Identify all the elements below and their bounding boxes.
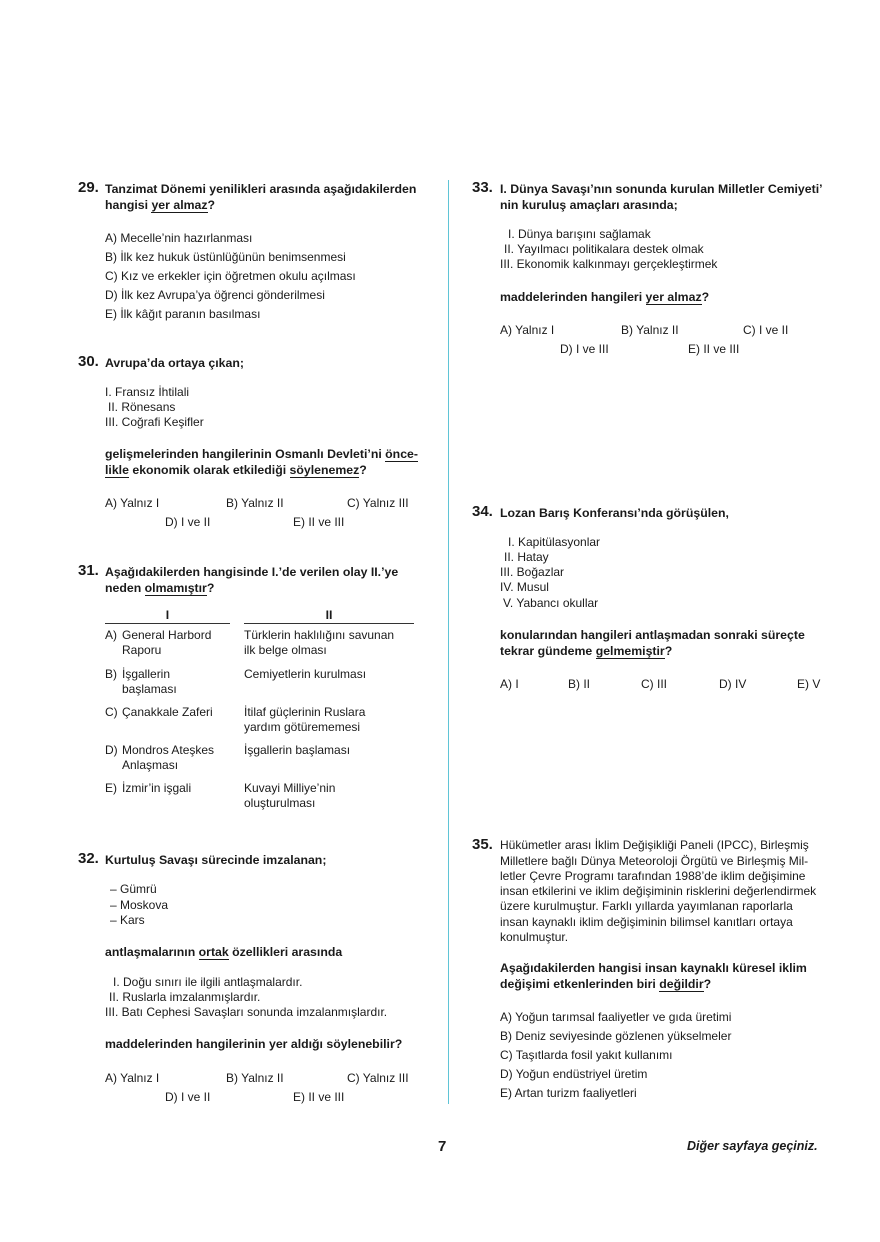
answer-option-c[interactable]: C) Kız ve erkekler için öğretmen okulu açılması <box>105 269 356 283</box>
question-stem: I. Dünya Savaşı’nın sonunda kurulan Milletler Cemiyeti’ nin kuruluş amaçları arasında; <box>500 182 823 212</box>
question-number: 34. <box>472 503 493 520</box>
cell-ii: İtilaf güçlerinin Ruslara <box>244 705 366 719</box>
answer-option-e[interactable]: E) İlk kâğıt paranın basılması <box>105 307 261 321</box>
answer-option-c[interactable]: C) Yalnız III <box>347 496 409 510</box>
answer-option-c[interactable]: C) III <box>641 677 667 691</box>
answer-option-c[interactable]: C) Yalnız III <box>347 1071 409 1085</box>
list-item: III. Boğazlar <box>500 565 565 579</box>
question-prompt: maddelerinden hangilerinin yer aldığı söylenebilir? <box>105 1037 403 1051</box>
question-number: 35. <box>472 836 493 853</box>
column-header-i: I <box>165 608 170 622</box>
passage-line: Milletlere bağlı Dünya Meteoroloji Örgütü ve Birleşmiş Mil- <box>500 854 809 868</box>
cell-ii: İşgallerin başlaması <box>244 743 351 757</box>
cell-i: İşgallerin <box>122 667 171 681</box>
cell-i: Çanakkale Zaferi <box>122 705 213 719</box>
list-item: – Moskova <box>110 898 169 912</box>
list-item: III. Batı Cephesi Savaşları sonunda imzalanmışlardır. <box>105 1005 388 1019</box>
question-stem: Lozan Barış Konferansı’nda görüşülen, <box>500 506 729 520</box>
row-label: D) <box>105 743 118 757</box>
cell-ii: Kuvayi Milliye’nin <box>244 781 336 795</box>
cell-i: başlaması <box>122 682 177 696</box>
list-item: II. Hatay <box>504 550 549 564</box>
cell-ii: ilk belge olması <box>244 643 327 657</box>
column-divider <box>448 180 449 1104</box>
list-item: – Kars <box>110 913 145 927</box>
row-label: E) <box>105 781 117 795</box>
answer-option-b[interactable]: B) Yalnız II <box>621 323 679 337</box>
cell-ii: Türklerin haklılığını savunan <box>244 628 395 642</box>
passage-line: letler Çevre Programı tarafından 1988’de iklim değişimine <box>500 869 806 883</box>
answer-option-a[interactable]: A) Yalnız I <box>500 323 555 337</box>
question-number: 29. <box>78 179 99 196</box>
cell-i: Anlaşması <box>122 758 179 772</box>
question-stem: Avrupa’da ortaya çıkan; <box>105 356 244 370</box>
passage-line: üzere kurulmuştur. Farklı yıllarda yayımlanan raporlarla <box>500 899 793 913</box>
answer-option-d[interactable]: D) I ve III <box>560 342 609 356</box>
question-number: 31. <box>78 562 99 579</box>
answer-option-c[interactable]: C) I ve II <box>743 323 789 337</box>
answer-option-a[interactable]: A) I <box>500 677 519 691</box>
cell-i: İzmir’in işgali <box>122 781 192 795</box>
list-item: I. Fransız İhtilali <box>105 385 190 399</box>
cell-i: Raporu <box>122 643 162 657</box>
answer-option-a[interactable]: A) Yoğun tarımsal faaliyetler ve gıda üretimi <box>500 1010 732 1024</box>
list-item: IV. Musul <box>500 580 549 594</box>
row-label: B) <box>105 667 117 681</box>
list-item: I. Doğu sınırı ile ilgili antlaşmalardır. <box>113 975 303 989</box>
answer-option-d[interactable]: D) Yoğun endüstriyel üretim <box>500 1067 648 1081</box>
list-item: – Gümrü <box>110 882 157 896</box>
list-item: III. Ekonomik kalkınmayı gerçekleştirmek <box>500 257 718 271</box>
passage-line: insan etkilerini ve iklim değişiminin risklerini değerlendirmek <box>500 884 817 898</box>
answer-option-d[interactable]: D) I ve II <box>165 515 211 529</box>
row-label: A) <box>105 628 117 642</box>
answer-option-b[interactable]: B) İlk kez hukuk üstünlüğünün benimsenmesi <box>105 250 346 264</box>
question-number: 32. <box>78 850 99 867</box>
passage-line: konulmuştur. <box>500 930 569 944</box>
answer-option-b[interactable]: B) Yalnız II <box>226 1071 284 1085</box>
cell-ii: Cemiyetlerin kurulması <box>244 667 367 681</box>
header-rule <box>244 623 414 624</box>
list-item: II. Yayılmacı politikalara destek olmak <box>504 242 704 256</box>
question-stem: Kurtuluş Savaşı sürecinde imzalanan; <box>105 853 327 867</box>
passage-line: Hükümetler arası İklim Değişikliği Paneli (IPCC), Birleşmiş <box>500 838 809 852</box>
answer-option-d[interactable]: D) IV <box>719 677 747 691</box>
question-prompt: Aşağıdakilerden hangisi insan kaynaklı küresel iklim değişimi etkenlerinden biri değildir? <box>500 961 807 991</box>
answer-option-b[interactable]: B) II <box>568 677 591 691</box>
answer-option-b[interactable]: B) Deniz seviyesinde gözlenen yükselmeler <box>500 1029 732 1043</box>
answer-option-a[interactable]: A) Yalnız I <box>105 1071 160 1085</box>
answer-option-c[interactable]: C) Taşıtlarda fosil yakıt kullanımı <box>500 1048 673 1062</box>
list-item: V. Yabancı okullar <box>503 596 599 610</box>
question-stem: Aşağıdakilerden hangisinde I.’de verilen olay II.’ye neden olmamıştır? <box>105 565 399 595</box>
cell-i: General Harbord <box>122 628 212 642</box>
cell-ii: yardım götürememesi <box>244 720 361 734</box>
answer-option-e[interactable]: E) V <box>797 677 821 691</box>
page-number: 7 <box>438 1138 447 1155</box>
answer-option-e[interactable]: E) II ve III <box>293 1090 345 1104</box>
answer-option-d[interactable]: D) I ve II <box>165 1090 211 1104</box>
row-label: C) <box>105 705 118 719</box>
question-prompt: maddelerinden hangileri yer almaz? <box>500 290 710 304</box>
answer-option-a[interactable]: A) Yalnız I <box>105 496 160 510</box>
list-item: I. Kapitülasyonlar <box>508 535 601 549</box>
list-item: I. Dünya barışını sağlamak <box>508 227 651 241</box>
question-subprompt: antlaşmalarının ortak özellikleri arasında <box>105 945 343 959</box>
question-stem: Tanzimat Dönemi yenilikleri arasında aşağıdakilerden hangisi yer almaz? <box>105 182 417 212</box>
answer-option-b[interactable]: B) Yalnız II <box>226 496 284 510</box>
answer-option-e[interactable]: E) II ve III <box>688 342 740 356</box>
passage-line: insan kaynaklı iklim değişiminin bilimsel kanıtları ortaya <box>500 915 793 929</box>
list-item: II. Ruslarla imzalanmışlardır. <box>109 990 261 1004</box>
header-rule <box>105 623 230 624</box>
cell-ii: oluşturulması <box>244 796 316 810</box>
list-item: III. Coğrafi Keşifler <box>105 415 204 429</box>
list-item: II. Rönesans <box>108 400 176 414</box>
answer-option-e[interactable]: E) II ve III <box>293 515 345 529</box>
cell-i: Mondros Ateşkes <box>122 743 215 757</box>
question-prompt: konularından hangileri antlaşmadan sonraki süreçte tekrar gündeme gelmemiştir? <box>500 628 805 658</box>
next-page-note: Diğer sayfaya geçiniz. <box>687 1139 818 1153</box>
answer-option-a[interactable]: A) Mecelle’nin hazırlanması <box>105 231 253 245</box>
answer-option-e[interactable]: E) Artan turizm faaliyetleri <box>500 1086 637 1100</box>
answer-option-d[interactable]: D) İlk kez Avrupa’ya öğrenci gönderilmesi <box>105 288 325 302</box>
column-header-ii: II <box>325 608 333 622</box>
question-number: 33. <box>472 179 493 196</box>
question-prompt: gelişmelerinden hangilerinin Osmanlı Devleti’ni önce- likle ekonomik olarak etkilediği söylenemez? <box>105 447 418 477</box>
question-number: 30. <box>78 353 99 370</box>
